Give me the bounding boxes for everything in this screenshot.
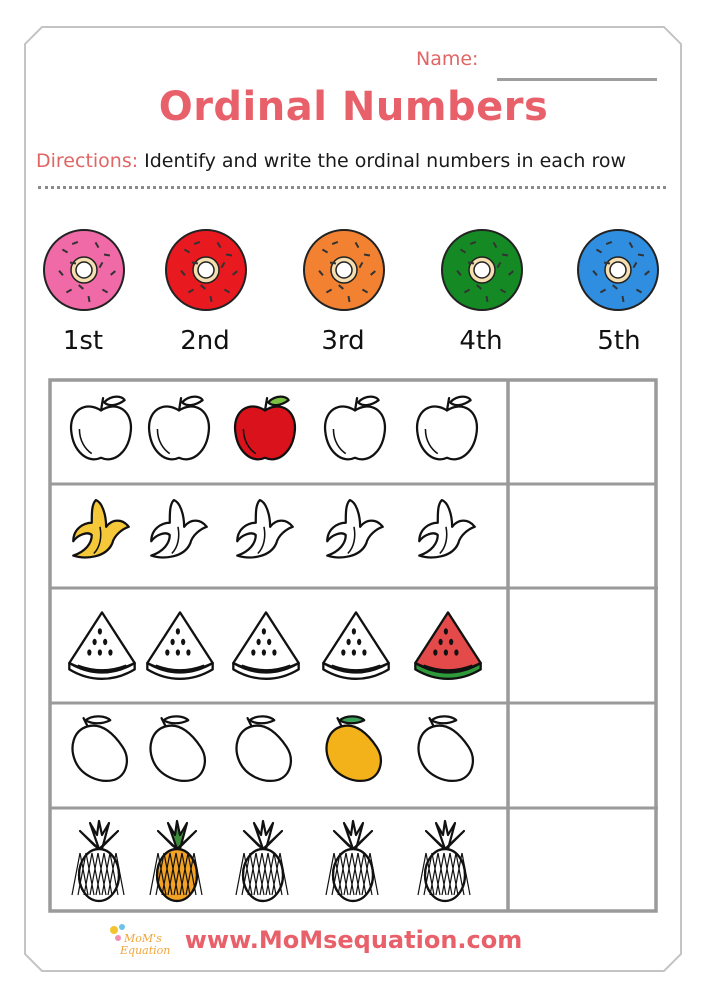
answer-box[interactable] (512, 812, 652, 907)
ordinal-label: 2nd (180, 326, 230, 356)
pineapple-icon (64, 818, 134, 904)
apple-icon (318, 392, 392, 468)
answer-box[interactable] (512, 707, 652, 804)
pineapple-icon (318, 818, 388, 904)
banana-icon (228, 496, 302, 572)
watermelon-icon (318, 604, 394, 682)
dotted-divider (38, 186, 666, 189)
svg-text:MoM's: MoM's (124, 932, 162, 945)
directions-label: Directions: (36, 150, 139, 172)
mango-icon (64, 712, 138, 788)
watermelon-icon (64, 604, 140, 682)
answer-box[interactable] (512, 488, 652, 584)
pineapple-icon (142, 818, 212, 904)
ordinal-label: 4th (459, 326, 503, 356)
mango-icon (228, 712, 302, 788)
donut-icon (576, 228, 660, 312)
apple-icon (410, 392, 484, 468)
pineapple-icon (410, 818, 480, 904)
apple-icon (64, 392, 138, 468)
directions-text: Identify and write the ordinal numbers in each row (144, 150, 627, 172)
name-write-line[interactable] (497, 78, 657, 81)
mango-icon (410, 712, 484, 788)
svg-text:Equation: Equation (120, 944, 171, 957)
pineapple-icon (228, 818, 298, 904)
banana-icon (64, 496, 138, 572)
ordinal-label: 3rd (321, 326, 365, 356)
name-label: Name: (416, 48, 479, 70)
banana-icon (410, 496, 484, 572)
apple-icon (142, 392, 216, 468)
banana-icon (142, 496, 216, 572)
directions (36, 150, 626, 172)
answer-box[interactable] (512, 592, 652, 699)
donut-icon (42, 228, 126, 312)
watermelon-icon (228, 604, 304, 682)
footer-url[interactable]: www.MoMsequation.com (184, 926, 523, 954)
donut-icon (164, 228, 248, 312)
watermelon-icon (410, 604, 486, 682)
watermelon-icon (142, 604, 218, 682)
ordinal-label: 5th (597, 326, 641, 356)
answer-box[interactable] (512, 384, 652, 480)
mango-icon (318, 712, 392, 788)
donut-icon (302, 228, 386, 312)
ordinal-label: 1st (62, 326, 104, 356)
donut-icon (440, 228, 524, 312)
page-title: Ordinal Numbers (158, 84, 549, 130)
apple-icon (228, 392, 302, 468)
banana-icon (318, 496, 392, 572)
mango-icon (142, 712, 216, 788)
